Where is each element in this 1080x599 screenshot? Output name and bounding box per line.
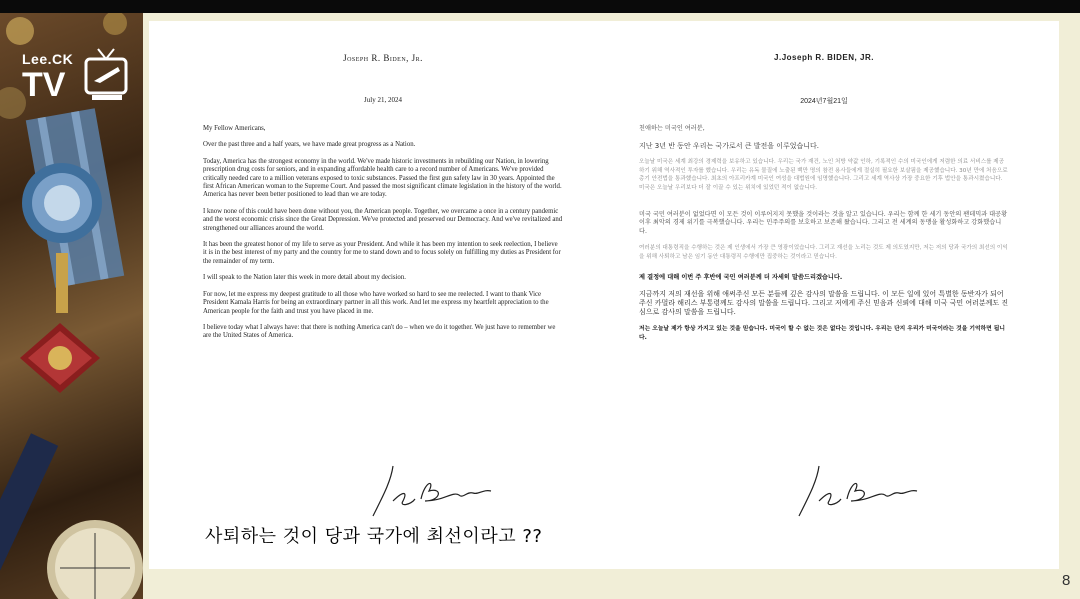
letter-document [149, 21, 1059, 569]
letter-date: July 21, 2024 [364, 96, 402, 104]
letter-paragraph: 지금까지 저의 재선을 위해 애써주신 모든 분들께 깊은 감사의 말씀을 드립니다. 이 모든 일에 있어 특별한 동반자가 되어주신 카멀라 해리스 부통령께도 감사의 말씀을 드립니다. 그리고 저에게 주신 믿음과 신뢰에 대해 미국 국민 여러분께도 진심으로 감사의 말씀을 드립니다. [639, 290, 1009, 317]
letter-paragraph: 미국 국민 여러분이 없었다면 이 모든 것이 이루어지지 못했을 것이라는 것을 알고 있습니다. 우리는 함께 한 세기 동안의 팬데믹과 대공황 이후 최악의 경제 위기를 극복했습니다. 우리는 민주주의를 보호하고 보존해 왔습니다. 그리고 전 세계의 동맹을 활성화하고 강화했습니다. [639, 210, 1008, 235]
top-bar [0, 0, 1080, 13]
signature-image [789, 461, 929, 521]
letter-paragraph: 저는 오늘날 제가 항상 가지고 있는 것을 믿습니다. 미국이 할 수 없는 것은 없다는 것입니다. 우리는 단지 우리가 미국이라는 것을 기억하면 됩니다. [639, 326, 1005, 341]
letter-body [639, 125, 1009, 350]
letter-paragraph: I will speak to the Nation later this week in more detail about my decision. [203, 274, 406, 282]
signature-image [363, 461, 503, 521]
tv-airplane-icon [84, 47, 130, 103]
letter-paragraph: 제 결정에 대해 이번 주 후반에 국민 여러분께 더 자세히 말씀드리겠습니다. [639, 273, 843, 281]
letter-paragraph: I know none of this could have been done without you, the American people. Together, we overcame a once in a century pandemic and the worst economic crisis since the Great Depression. We've protected and preserved our Democracy. And we've revitalized and strengthened our alliances around the world. [203, 207, 563, 232]
channel-logo [22, 51, 74, 104]
letter-paragraph: 친애하는 미국인 여러분, [639, 125, 705, 132]
letter-paragraph: I believe today what I always have: that there is nothing America can't do – when we do it together. We just have to remember we are the United States of America. [203, 323, 556, 340]
decorative-medal-panel [0, 13, 143, 599]
letter-paragraph: 여러분의 대통령직을 수행하는 것은 제 인생에서 가장 큰 영광이었습니다. 그리고 재선을 노리는 것도 제 의도였지만, 저는 저의 당과 국가의 최선의 이익을 위해 사퇴하고 남은 임기 동안 대통령직 수행에만 집중하는 것이라고 믿습니다. [639, 245, 1008, 260]
letter-date: 2024년7월21일 [800, 98, 848, 105]
letterhead: Joseph R. Biden, Jr. [343, 53, 423, 63]
letter-paragraph: 지난 3년 반 동안 우리는 국가로서 큰 발전을 이루었습니다. [639, 141, 820, 150]
letter-paragraph: 오늘날 미국은 세계 최강의 경제력을 보유하고 있습니다. 우리는 국가 재건, 노인 처방 약값 인하, 기록적인 수의 미국인에게 저렴한 의료 서비스를 제공하기 위해 역사적인 투자를 했습니다. 우리는 유독 물질에 노출된 백만 명의 참전 용사들에게 절실히 필요한 보살핌을 제공했습니다. 30년 만에 처음으로 총기 안전법을 통과했습니다. 최초의 아프리카계 미국인 여성을 대법원에 임명했습니다. 그리고 세계 역사상 가장 중요한 기후 법안을 통과시켰습니다. 미국은 오늘날 우리보다 더 잘 이끌 수 있는 위치에 있었던 적이 없습니다. [639, 159, 1008, 191]
letter-paragraph: Today, America has the strongest economy in the world. We've made historic investments in rebuilding our Nation, in lowering prescription drug costs for seniors, and in expanding affordable health care to a record number of Americans. We've provided critically needed care to a million veterans exposed to toxic substances. Passed the first gun safety law in 30 years. Appointed the first African American woman to the Supreme Court. And passed the most significant climate legislation in the history of the world. America has never been better positioned to lead than we are today. [203, 157, 562, 199]
page-number: 8 [1062, 572, 1071, 589]
letterhead: J.Joseph R. BIDEN, JR. [774, 53, 874, 62]
letter-paragraph: Over the past three and a half years, we have made great progress as a Nation. [203, 141, 416, 149]
letter-paragraph: It has been the greatest honor of my life to serve as your President. And while it has been my intention to seek reelection, I believe it is in the best interest of my party and the country for me to stand down and to focus solely on fulfilling my duties as President for the remainder of my term. [203, 241, 561, 265]
letter-paragraph: For now, let me express my deepest gratitude to all those who have worked so hard to see me reelected. I want to thank Vice President Kamala Harris for being an extraordinary partner in all this work. And let me express my heartfelt appreciation to the American people for the faith and trust you have placed in me. [203, 290, 549, 315]
subtitle-caption: 사퇴하는 것이 당과 국가에 최선이라고 ?? [205, 526, 543, 547]
letter-body [203, 125, 563, 349]
channel-logo-name: Lee.CK [22, 51, 74, 67]
channel-logo-tv: TV [22, 66, 66, 104]
letter-paragraph: My Fellow Americans, [203, 125, 266, 132]
